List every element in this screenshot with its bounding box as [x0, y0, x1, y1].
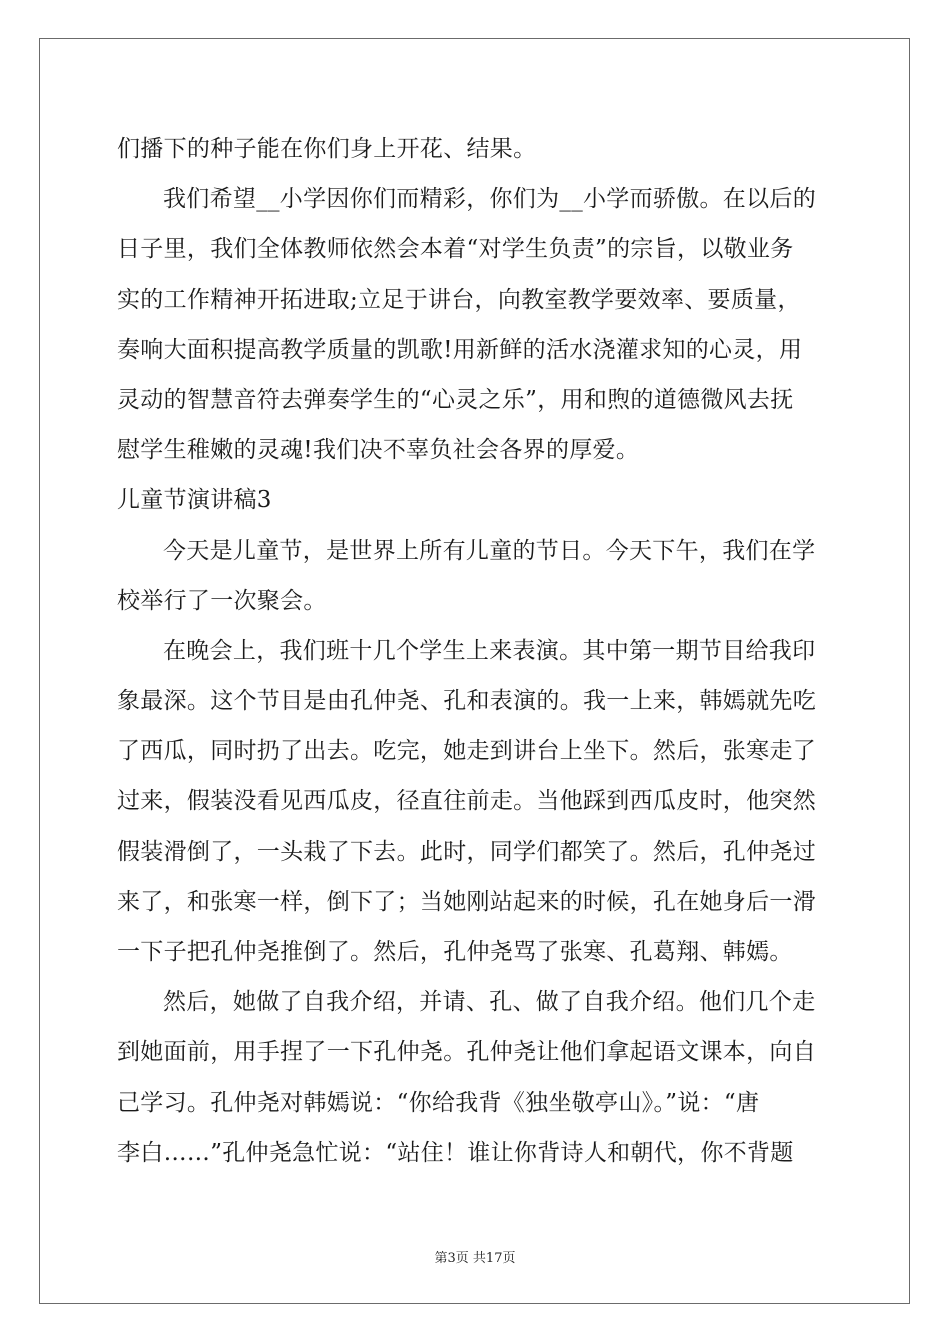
text-line: 今天是儿童节，是世界上所有儿童的节日。今天下午，我们在学 [163, 537, 816, 564]
text-line: 一下子把孔仲尧推倒了。然后，孔仲尧骂了张寒、孔葛翔、韩嫣。 [117, 939, 793, 965]
text-line: 己学习。孔仲尧对韩嫣说：“你给我背《独坐敬亭山》。”说：“唐 [117, 1089, 760, 1116]
text-line: 奏响大面积提高教学质量的凯歌!用新鲜的活水浇灌求知的心灵，用 [117, 336, 803, 363]
text-line: 假装滑倒了，一头栽了下去。此时，同学们都笑了。然后，孔仲尧过 [117, 838, 816, 865]
text-line: 灵动的智慧音符去弹奏学生的“心灵之乐”，用和煦的道德微风去抚 [117, 386, 794, 413]
text-line: 在晚会上，我们班十几个学生上来表演。其中第一期节目给我印 [163, 637, 816, 664]
text-line: 来了，和张寒一样，倒下了；当她刚站起来的时候，孔在她身后一滑 [117, 888, 816, 915]
text-line: 象最深。这个节目是由孔仲尧、孔和表演的。我一上来，韩嫣就先吃 [117, 688, 816, 715]
text-line: 然后，她做了自我介绍，并请、孔、做了自我介绍。他们几个走 [163, 989, 816, 1016]
text-line: 慰学生稚嫩的灵魂!我们决不辜负社会各界的厚爱。 [117, 437, 640, 464]
text-line: 们播下的种子能在你们身上开花、结果。 [117, 136, 537, 162]
text-line: 了西瓜，同时扔了出去。吃完，她走到讲台上坐下。然后，张寒走了 [117, 738, 816, 765]
text-line: 过来，假装没看见西瓜皮，径直往前走。当他踩到西瓜皮时，他突然 [117, 788, 816, 815]
page-number: 第3页 共17页 [434, 1251, 516, 1266]
text-line: 日子里，我们全体教师依然会本着“对学生负责”的宗旨，以敬业务 [117, 236, 794, 263]
text-line: 到她面前，用手捏了一下孔仲尧。孔仲尧让他们拿起语文课本，向自 [117, 1039, 816, 1066]
text-line: 实的工作精神开拓进取;立足于讲台，向教室教学要效率、要质量， [117, 286, 801, 313]
document-body [117, 124, 833, 1178]
text-line: 校举行了一次聚会。 [117, 587, 327, 614]
text-line: 李白……”孔仲尧急忙说：“站住！谁让你背诗人和朝代，你不背题 [117, 1139, 794, 1166]
text-line: 我们希望__小学因你们而精彩，你们为__小学而骄傲。在以后的 [163, 186, 816, 213]
section-heading: 儿童节演讲稿3 [117, 487, 272, 514]
